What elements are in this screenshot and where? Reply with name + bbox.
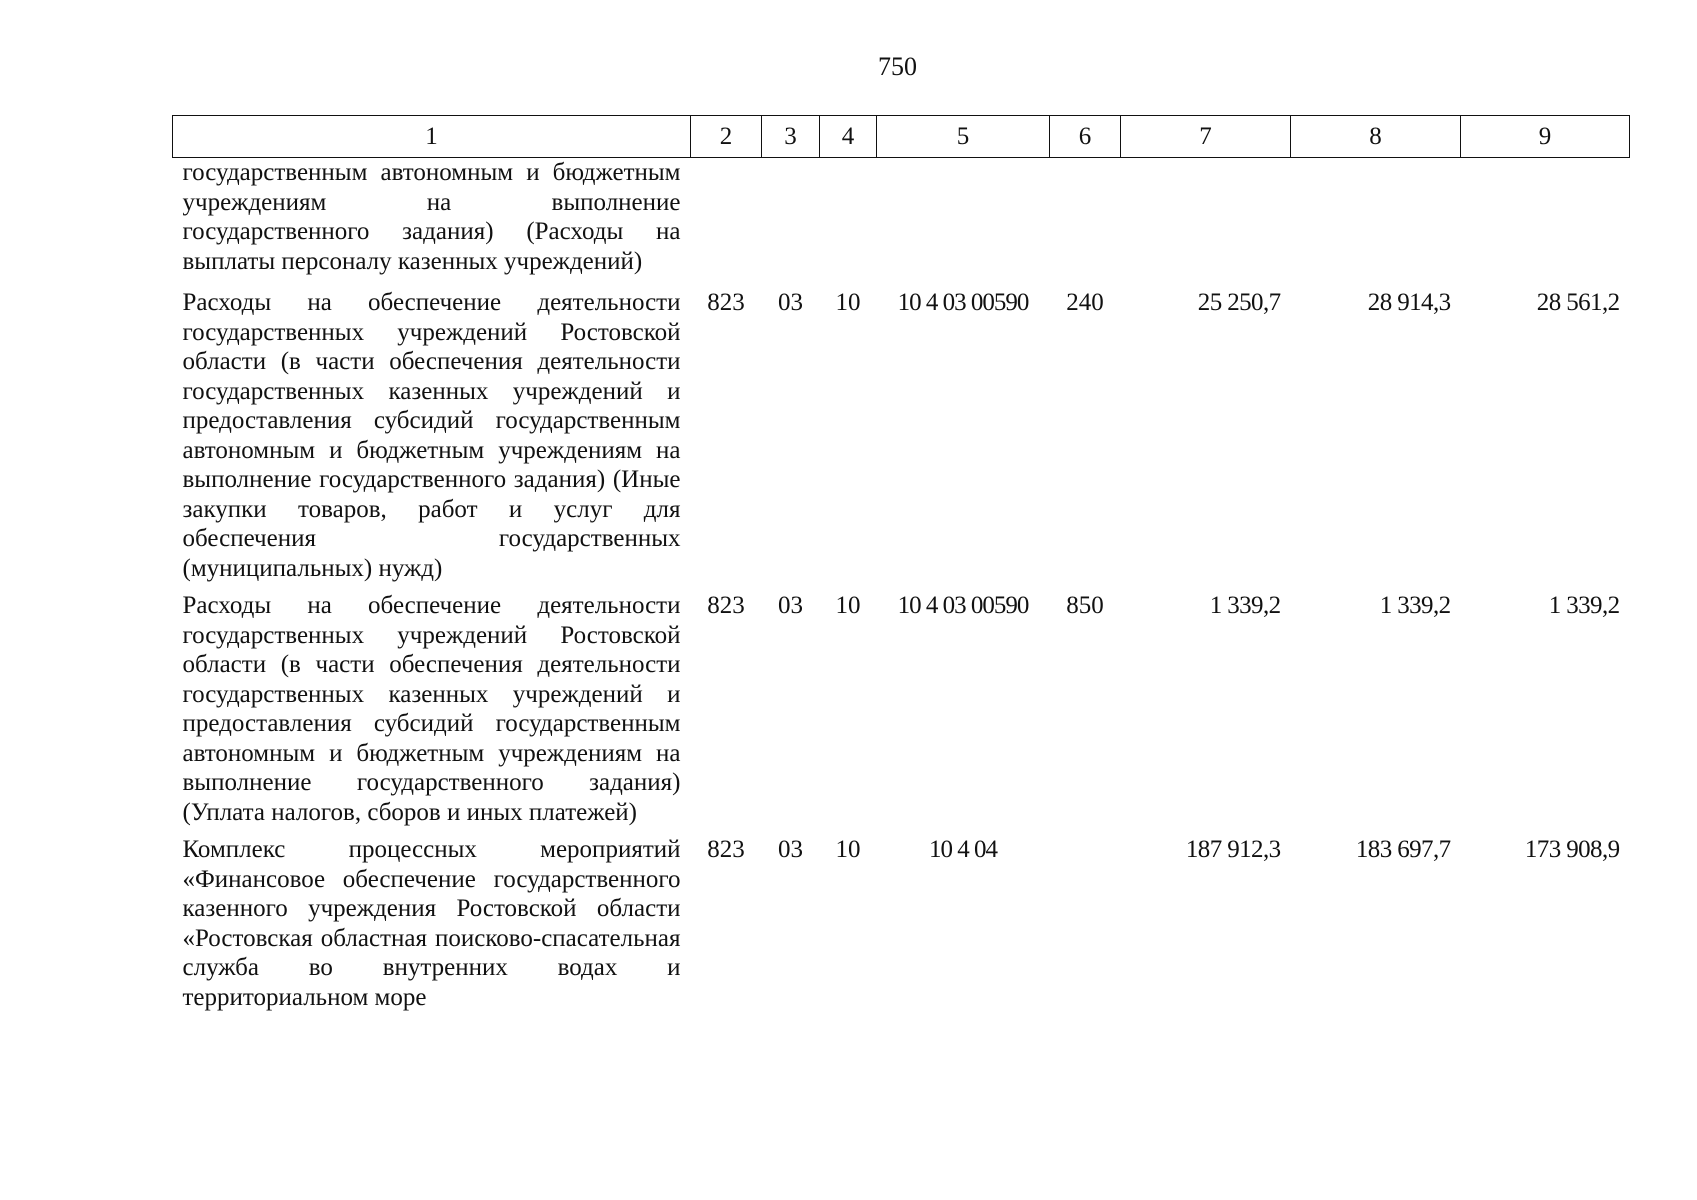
row-section: 03 — [778, 592, 803, 619]
row-subsection: 10 — [835, 289, 861, 316]
budget-table — [172, 115, 1630, 1020]
row-subsection — [820, 158, 877, 289]
row-description: Комплекс процессных мероприятий «Финансовое обеспечение государственного казенного учреждения Ростовской области «Ростовская областная поисково-спасательная служба во внутренних водах и территориальном море — [182, 836, 681, 1011]
row-amount-year-1: 1 339,2 — [1209, 592, 1281, 619]
row-amount-year-3 — [1461, 158, 1630, 289]
row-amount-year-1 — [1121, 158, 1291, 289]
row-description: государственным автономным и бюджетным учреждениям на выполнение государственного задания) (Расходы на выплаты персоналу казенных учреждений) — [182, 159, 681, 275]
row-ved: 823 — [707, 592, 745, 619]
header-col-7: 7 — [1121, 116, 1291, 158]
header-col-6: 6 — [1050, 116, 1121, 158]
header-col-5: 5 — [877, 116, 1050, 158]
header-col-8: 8 — [1291, 116, 1461, 158]
row-expense-type — [1050, 835, 1121, 1020]
table-row — [173, 835, 1630, 1020]
table-body — [173, 158, 1630, 1021]
page-number: 750 — [878, 52, 917, 81]
row-ved: 823 — [707, 289, 745, 316]
row-amount-year-2: 28 914,3 — [1367, 289, 1451, 316]
header-row — [173, 116, 1630, 158]
table-row — [173, 158, 1630, 289]
table-header — [173, 116, 1630, 158]
row-amount-year-2: 183 697,7 — [1355, 836, 1451, 863]
row-amount-year-1: 25 250,7 — [1197, 289, 1281, 316]
row-amount-year-1: 187 912,3 — [1185, 836, 1281, 863]
header-col-4: 4 — [820, 116, 877, 158]
header-col-2: 2 — [691, 116, 762, 158]
row-section: 03 — [778, 289, 803, 316]
header-col-3: 3 — [762, 116, 820, 158]
row-amount-year-2: 1 339,2 — [1379, 592, 1451, 619]
row-section: 03 — [778, 836, 803, 863]
table-row — [173, 591, 1630, 835]
row-expense-type: 240 — [1066, 289, 1104, 316]
row-description: Расходы на обеспечение деятельности государственных учреждений Ростовской области (в части обеспечения деятельности государственных казенных учреждений и предоставления субсидий государственным автономным и бюджетным учреждениям на выполнение государственного задания) (Уплата налогов, сборов и иных платежей) — [182, 592, 681, 826]
header-col-9: 9 — [1461, 116, 1630, 158]
row-target-article: 10 4 03 00590 — [897, 592, 1029, 619]
row-amount-year-3: 28 561,2 — [1536, 289, 1620, 316]
table-row — [173, 288, 1630, 591]
row-ved: 823 — [707, 836, 745, 863]
header-col-1: 1 — [173, 116, 691, 158]
row-target-article: 10 4 03 00590 — [897, 289, 1029, 316]
row-target-article: 10 4 04 — [929, 836, 997, 863]
row-target-article — [877, 158, 1050, 289]
row-section — [762, 158, 820, 289]
row-subsection: 10 — [835, 836, 861, 863]
row-amount-year-3: 173 908,9 — [1524, 836, 1620, 863]
row-ved — [691, 158, 762, 289]
row-amount-year-3: 1 339,2 — [1548, 592, 1620, 619]
row-expense-type: 850 — [1066, 592, 1104, 619]
row-subsection: 10 — [835, 592, 861, 619]
row-expense-type — [1050, 158, 1121, 289]
row-amount-year-2 — [1291, 158, 1461, 289]
row-description: Расходы на обеспечение деятельности государственных учреждений Ростовской области (в части обеспечения деятельности государственных казенных учреждений и предоставления субсидий государственным автономным и бюджетным учреждениям на выполнение государственного задания) (Иные закупки товаров, работ и услуг для обеспечения государственных (муниципальных) нужд) — [182, 289, 681, 582]
